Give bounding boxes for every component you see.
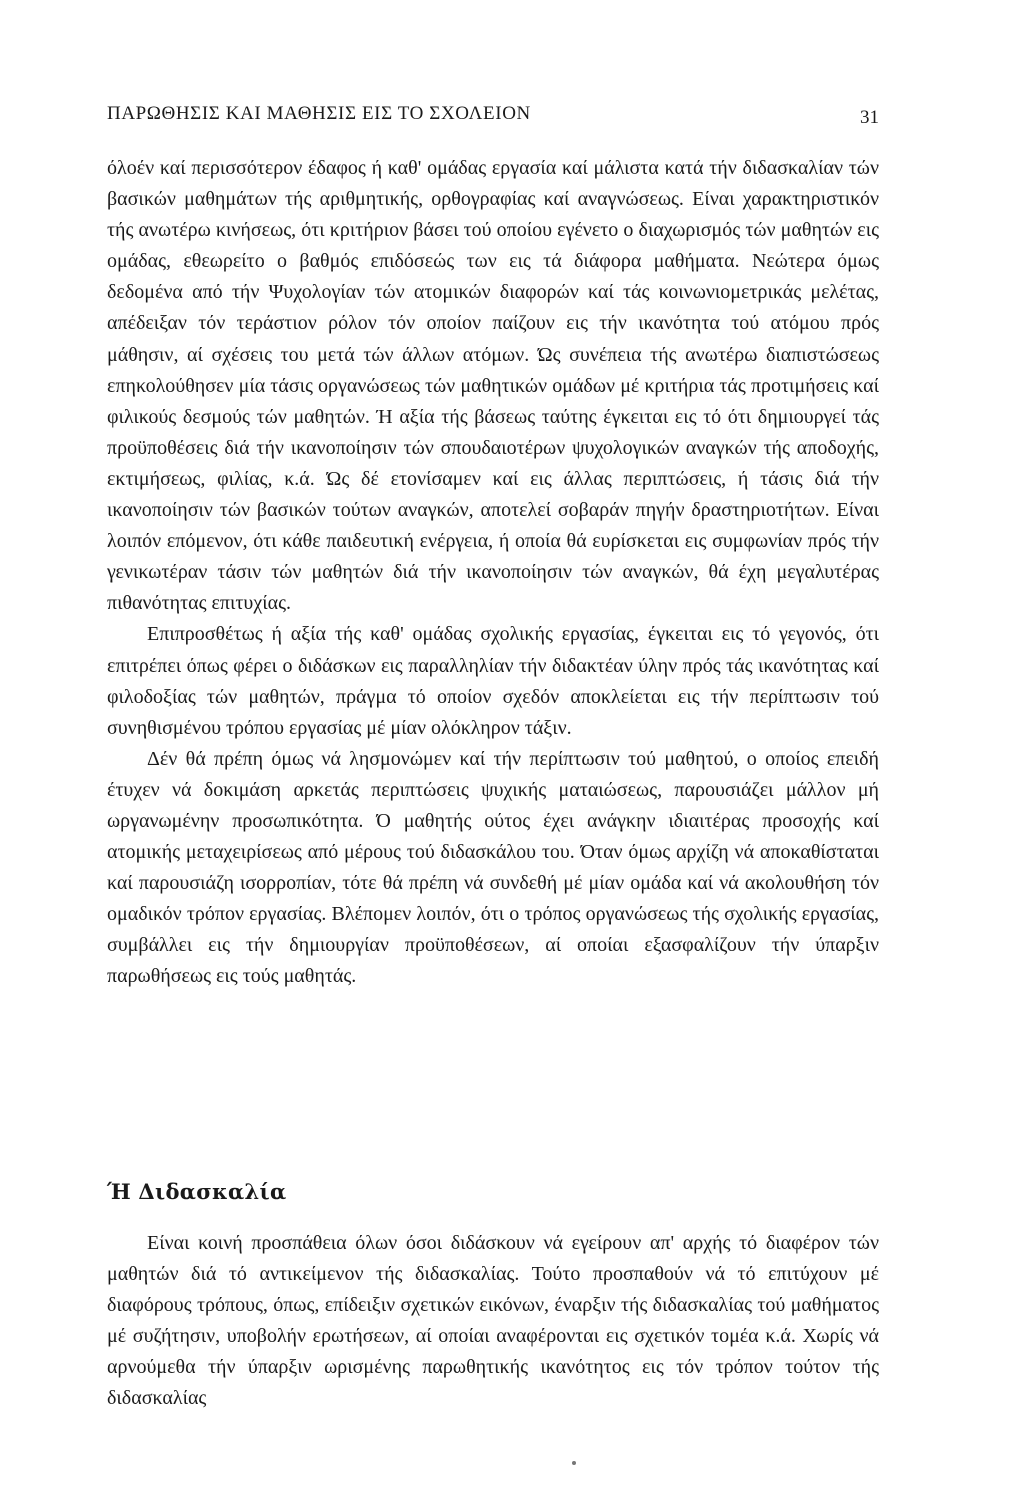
section-heading: Ή Διδασκαλία — [107, 1179, 287, 1204]
paragraph-3: Δέν θά πρέπη όμως νά λησμονώμεν καί τήν περίπτωσιν τού μαθητού, ο οποίος επειδή έτυχεν νά δοκιμάση αρκετάς περιπτώσεις ψυχικής ματαιώσεως, παρουσιάζει μάλλον μή ωργανωμένην προσωπικότητα. Ό μαθητής ούτος έχει ανάγκην ιδιαιτέρας προσοχής καί ατομικής μεταχειρίσεως από μέρους τού διδασκάλου του. Όταν όμως αρχίζη νά αποκαθίσταται καί παρουσιάζη ισορροπίαν, τότε θά πρέπη νά συνδεθή μέ μίαν ομάδα καί νά ακολουθήση τόν ομαδικόν τρόπον εργασίας. Βλέπομεν λοιπόν, ότι ο τρόπος οργανώσεως τής σχολικής εργασίας, συμβάλλει εις τήν δημιουργίαν προϋποθέσεων, αί οποίαι εξασφαλίζουν τήν ύπαρξιν παρωθήσεως εις τούς μαθητάς. — [107, 747, 879, 988]
paragraph-1: όλοέν καί περισσότερον έδαφος ή καθ' ομάδας εργασία καί μάλιστα κατά τήν διδασκαλίαν τών βασικών μαθημάτων τής αριθμητικής, ορθογραφίας καί αναγνώσεως. Είναι χαρακτηριστικόν τής ανωτέρω κινήσεως, ότι κριτήριον βάσει τού οποίου εγένετο ο διαχωρισμός τών μαθητών εις ομάδας, εθεωρείτο ο βαθμός επιδόσεώς των εις τά διάφορα μαθήματα. Νεώτερα όμως δεδομένα από τήν Ψυχολογίαν τών ατομικών διαφορών καί τάς κοινωνιομετρικάς μελέτας, απέδειξαν τόν τεράστιον ρόλον τόν οποίον παίζουν εις τήν ικανότητα τού ατόμου πρός μάθησιν, αί σχέσεις του μετά τών άλλων ατόμων. Ώς συνέπεια τής ανωτέρω διαπιστώσεως επηκολούθησεν μία τάσις οργανώσεως τών μαθητικών ομάδων μέ κριτήρια τάς προτιμήσεις καί φιλικούς δεσμούς τών μαθητών. Ή αξία τής βάσεως ταύτης έγκειται εις τό ότι δημιουργεί τάς προϋποθέσεις διά τήν ικανοποίησιν τών σπουδαιοτέρων ψυχολογικών αναγκών τής αποδοχής, εκτιμήσεως, φιλίας, κ.ά. Ώς δέ ετονίσαμεν καί εις άλλας περιπτώσεις, ή τάσις διά τήν ικανοποίησιν τών βασικών τούτων αναγκών, αποτελεί σοβαράν πηγήν δραστηριοτήτων. Είναι λοιπόν επόμενον, ότι κάθε παιδευτική ενέργεια, ή οποία θά ευρίσκεται εις συμφωνίαν πρός τήν γενικωτέραν τάσιν τών μαθητών διά τήν ικανοποίησιν τών αναγκών, θά έχη μεγαλυτέρας πιθανότητας επιτυχίας. — [107, 157, 879, 615]
section-body — [107, 1228, 879, 1415]
print-speck — [572, 1461, 576, 1465]
section-paragraph: Είναι κοινή προσπάθεια όλων όσοι διδάσκουν νά εγείρουν απ' αρχής τό διαφέρον τών μαθητών διά τό αντικείμενον τής διδασκαλίας. Τούτο προσπαθούν νά τό επιτύχουν μέ διαφόρους τρόπους, όπως, επίδειξιν σχετικών εικόνων, έναρξιν τής διδασκαλίας τού μαθήματος μέ συζήτησιν, υποβολήν ερωτήσεων, αί οποίαι αναφέρονται εις σχετικόν τομέα κ.ά. Χωρίς νά αρνούμεθα τήν ύπαρξιν ωρισμένης παρωθητικής ικανότητος εις τόν τρόπον τούτον τής διδασκαλίας — [107, 1232, 879, 1410]
running-head — [107, 103, 879, 133]
page-number: 31 — [860, 107, 879, 128]
running-title: ΠΑΡΩΘΗΣΙΣ ΚΑΙ ΜΑΘΗΣΙΣ ΕΙΣ ΤΟ ΣΧΟΛΕΙΟΝ — [107, 103, 531, 124]
body-text — [107, 153, 879, 993]
paragraph-2: Επιπροσθέτως ή αξία τής καθ' ομάδας σχολικής εργασίας, έγκειται εις τό γεγονός, ότι επιτρέπει όπως φέρει ο διδάσκων εις παραλληλίαν τήν διδακτέαν ύλην πρός τάς ικανότητας καί φιλοδοξίας τών μαθητών, πράγμα τό οποίον σχεδόν αποκλείεται εις τήν περίπτωσιν τού συνηθισμένου τρόπου εργασίας μέ μίαν ολόκληρον τάξιν. — [107, 623, 879, 739]
